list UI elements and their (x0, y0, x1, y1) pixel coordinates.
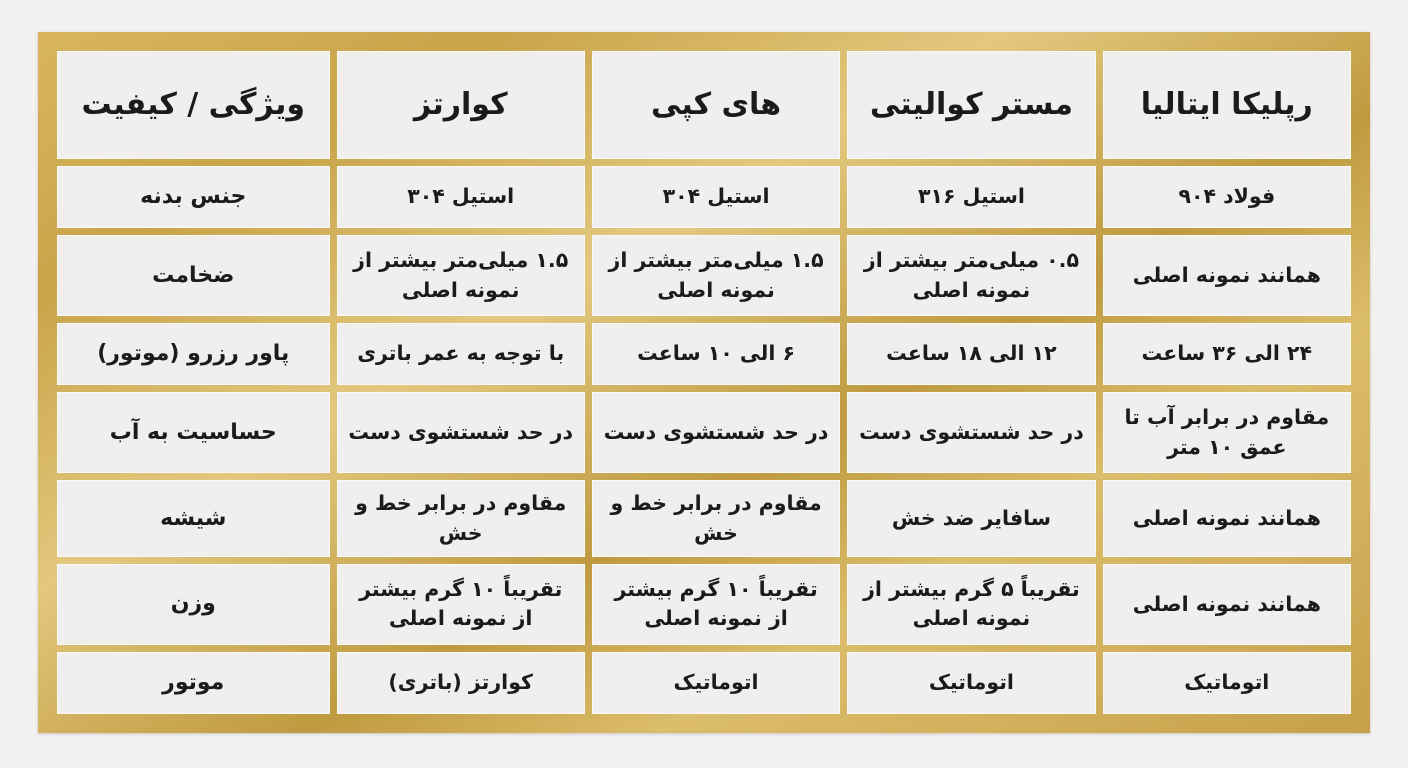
cell-master-quality: سافایر ضد خش (847, 480, 1095, 556)
cell-high-copy: ۱.۵ میلی‌متر بیشتر از نمونه اصلی (592, 235, 840, 316)
cell-feature-label: ضخامت (57, 235, 330, 316)
table-row (57, 166, 1351, 228)
cell-master-quality: ۰.۵ میلی‌متر بیشتر از نمونه اصلی (847, 235, 1095, 316)
cell-replica-italy: فولاد ۹۰۴ (1103, 166, 1351, 228)
cell-quartz: تقریباً ۱۰ گرم بیشتر از نمونه اصلی (337, 564, 585, 645)
table-header (57, 51, 1351, 159)
cell-quartz: مقاوم در برابر خط و خش (337, 480, 585, 556)
cell-feature-label: موتور (57, 652, 330, 714)
cell-quartz: در حد شستشوی دست (337, 392, 585, 473)
cell-high-copy: در حد شستشوی دست (592, 392, 840, 473)
gold-table-frame (38, 32, 1370, 733)
cell-replica-italy: اتوماتیک (1103, 652, 1351, 714)
table-header-row (57, 51, 1351, 159)
watch-grade-comparison-table (50, 44, 1358, 721)
column-header-replica-italy: رپلیکا ایتالیا (1103, 51, 1351, 159)
column-header-master-quality: مستر کوالیتی (847, 51, 1095, 159)
cell-master-quality: استیل ۳۱۶ (847, 166, 1095, 228)
table-row (57, 480, 1351, 556)
cell-high-copy: استیل ۳۰۴ (592, 166, 840, 228)
cell-replica-italy: همانند نمونه اصلی (1103, 564, 1351, 645)
cell-replica-italy: ۲۴ الی ۳۶ ساعت (1103, 323, 1351, 385)
cell-quartz: با توجه به عمر باتری (337, 323, 585, 385)
table-row (57, 652, 1351, 714)
cell-feature-label: وزن (57, 564, 330, 645)
cell-replica-italy: همانند نمونه اصلی (1103, 235, 1351, 316)
column-header-high-copy: های کپی (592, 51, 840, 159)
cell-replica-italy: مقاوم در برابر آب تا عمق ۱۰ متر (1103, 392, 1351, 473)
column-header-quartz: کوارتز (337, 51, 585, 159)
cell-master-quality: اتوماتیک (847, 652, 1095, 714)
cell-quartz: کوارتز (باتری) (337, 652, 585, 714)
table-body (57, 166, 1351, 714)
cell-high-copy: مقاوم در برابر خط و خش (592, 480, 840, 556)
cell-feature-label: جنس بدنه (57, 166, 330, 228)
table-row (57, 564, 1351, 645)
cell-master-quality: در حد شستشوی دست (847, 392, 1095, 473)
table-row (57, 392, 1351, 473)
column-header-feature: ویژگی / کیفیت (57, 51, 330, 159)
cell-master-quality: ۱۲ الی ۱۸ ساعت (847, 323, 1095, 385)
cell-feature-label: شیشه (57, 480, 330, 556)
table-row (57, 235, 1351, 316)
cell-feature-label: حساسیت به آب (57, 392, 330, 473)
cell-high-copy: تقریباً ۱۰ گرم بیشتر از نمونه اصلی (592, 564, 840, 645)
cell-quartz: استیل ۳۰۴ (337, 166, 585, 228)
cell-master-quality: تقریباً ۵ گرم بیشتر از نمونه اصلی (847, 564, 1095, 645)
table-row (57, 323, 1351, 385)
cell-high-copy: اتوماتیک (592, 652, 840, 714)
cell-high-copy: ۶ الی ۱۰ ساعت (592, 323, 840, 385)
cell-replica-italy: همانند نمونه اصلی (1103, 480, 1351, 556)
cell-quartz: ۱.۵ میلی‌متر بیشتر از نمونه اصلی (337, 235, 585, 316)
cell-feature-label: پاور رزرو (موتور) (57, 323, 330, 385)
